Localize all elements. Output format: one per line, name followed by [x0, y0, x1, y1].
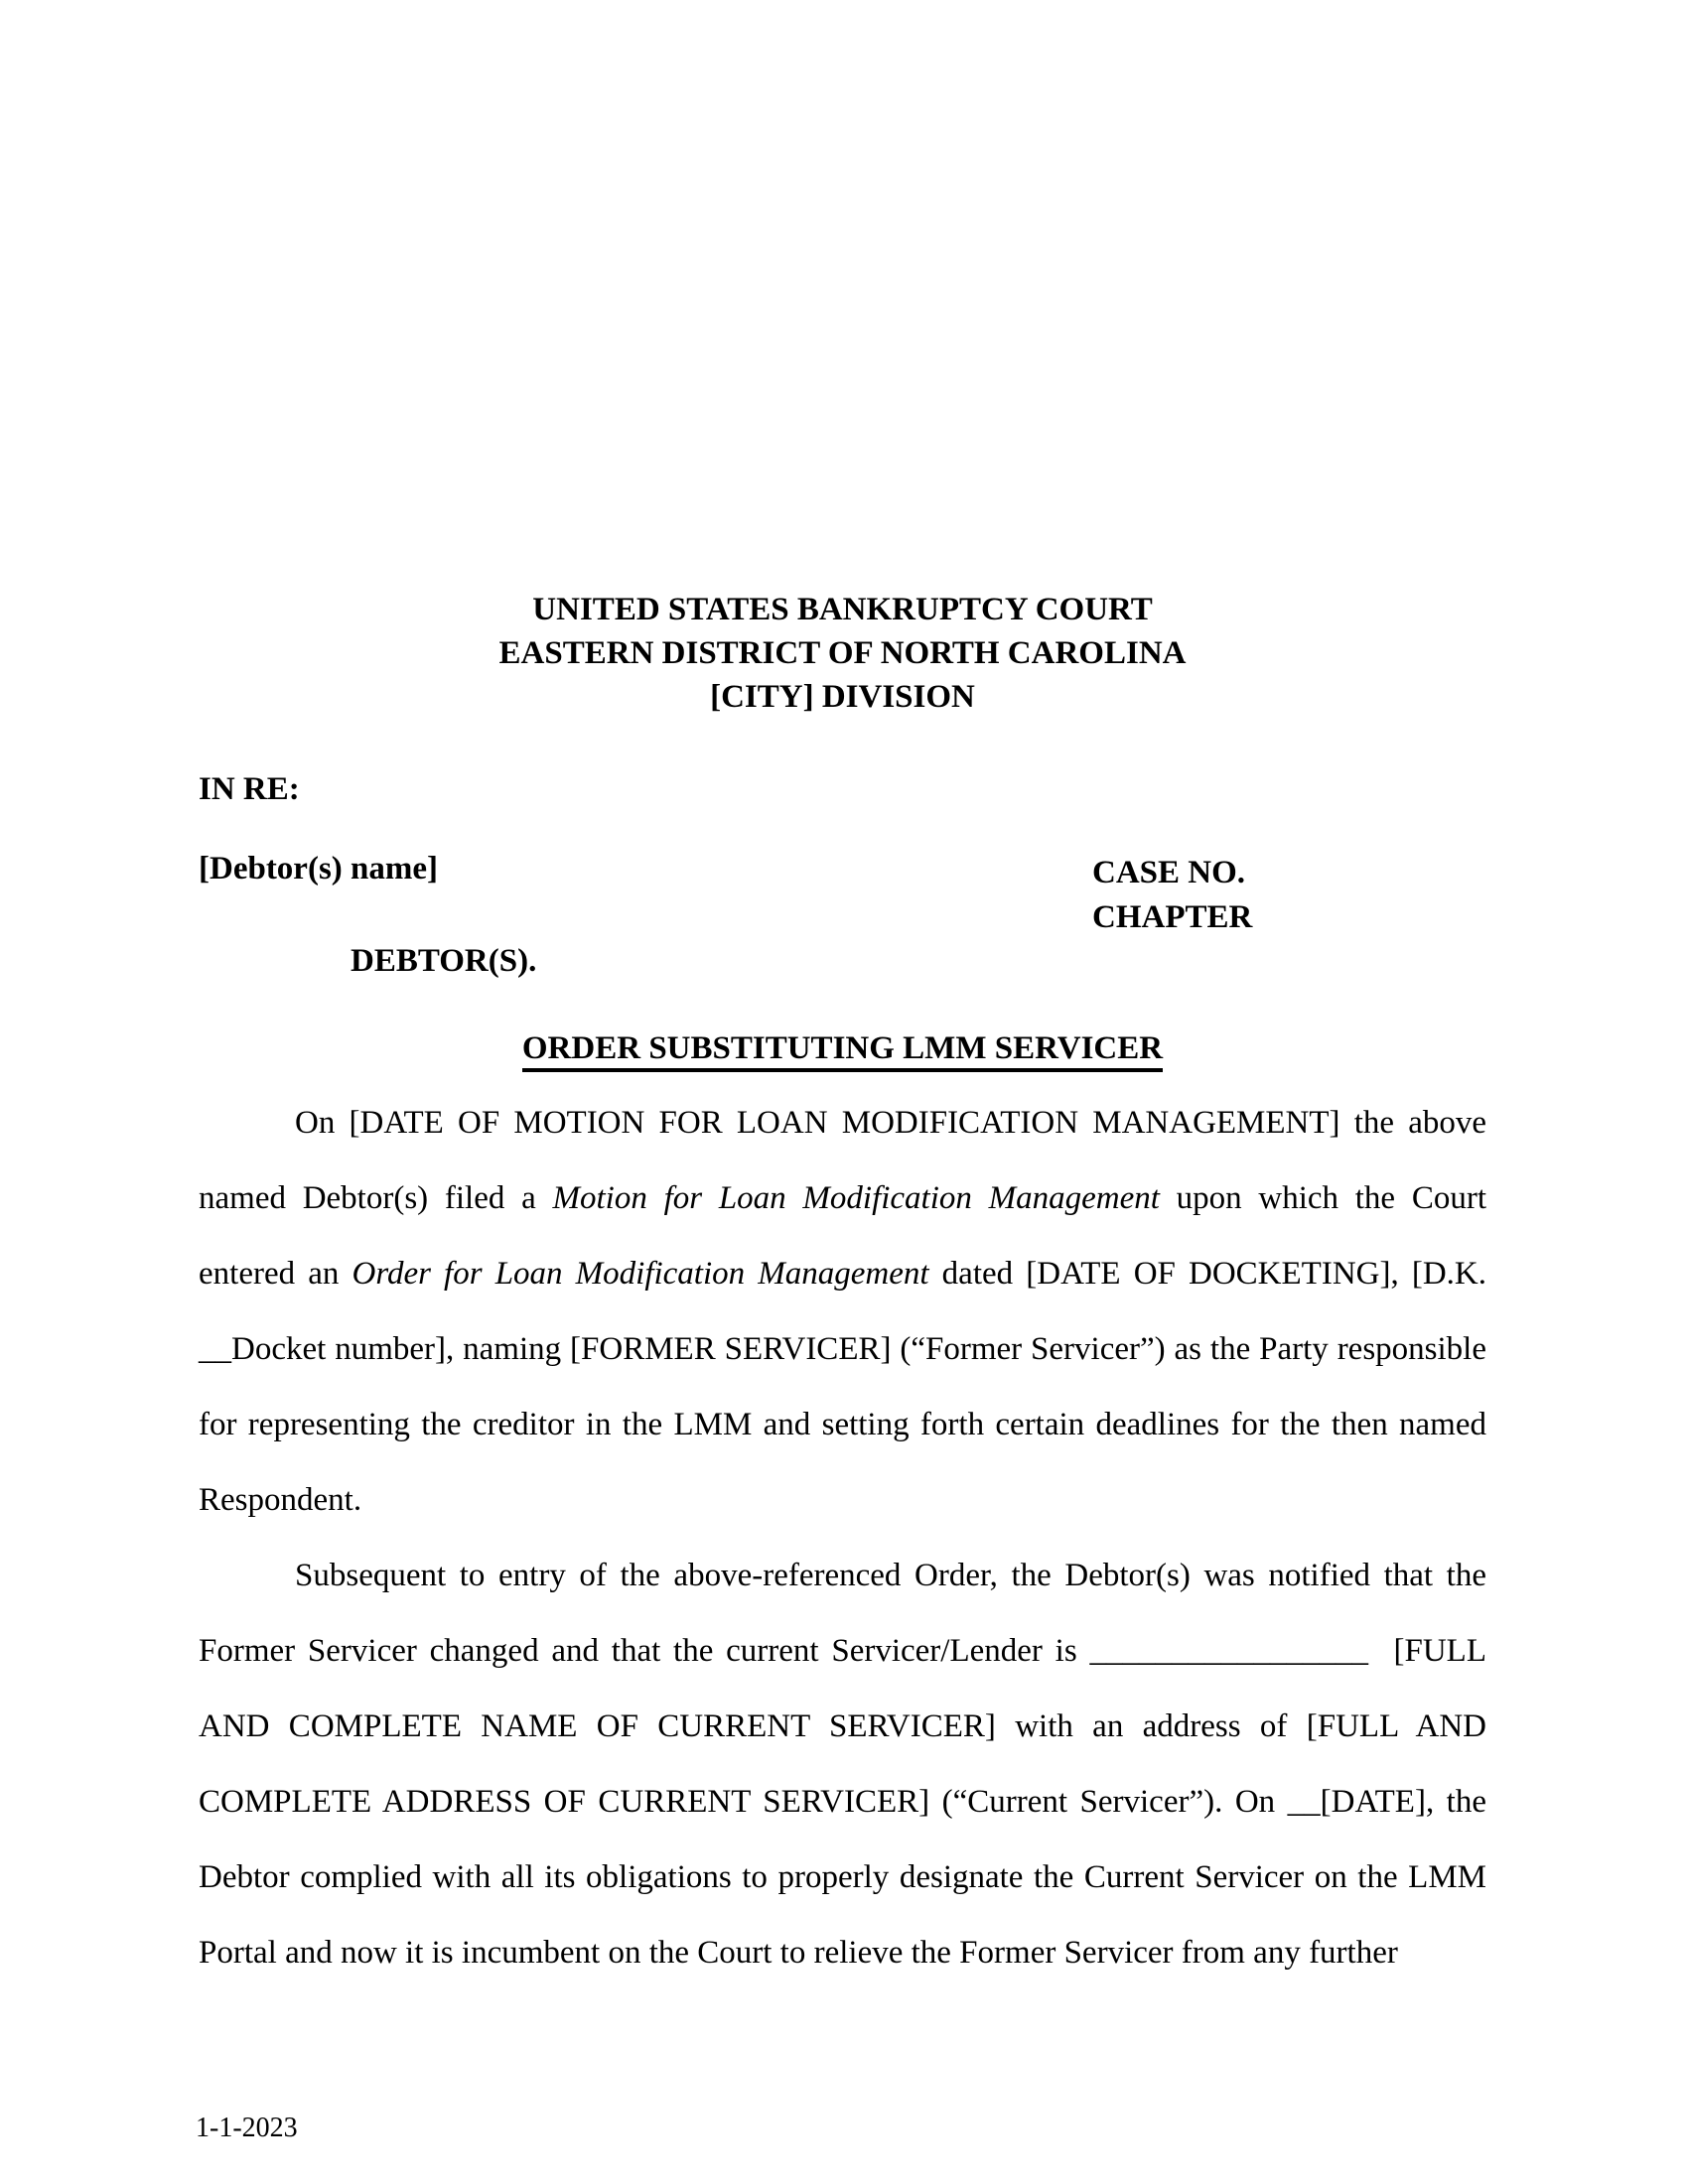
- italic-case-title: Order for Loan Modification Management: [352, 1256, 929, 1292]
- caption-debtor-name: [Debtor(s) name]: [199, 851, 439, 887]
- paragraph-text: [FULL AND COMPLETE NAME OF CURRENT SERVICER] with an address of [FULL AND COMPLETE ADDRESS OF CURRENT SERVICER] (“Current Servicer”). On __[DATE], the Debtor complied with all its obligations to properly designate the Current Servicer on the LMM Portal and now it is incumbent on the Court to relieve the Former Servicer from any further: [199, 1633, 1486, 1971]
- paragraph-text: On [DATE OF MOTION FOR LOAN MODIFICATION MANAGEMENT] the above named Debtor(s) filed a: [199, 1105, 1486, 1216]
- caption-debtors: DEBTOR(S).: [351, 943, 537, 979]
- court-name: UNITED STATES BANKRUPTCY COURT: [532, 592, 1153, 627]
- caption-in-re: IN RE:: [199, 771, 300, 807]
- caption-case-block: [1092, 851, 1252, 940]
- paragraph-text: Subsequent to entry of the above-referenced Order, the Debtor(s) was notified that the Former Servicer changed and that the current Servicer/Lender is: [199, 1558, 1486, 1669]
- order-paragraph-2: [199, 1538, 1486, 1990]
- italic-case-title: Motion for Loan Modification Management: [552, 1180, 1160, 1216]
- order-title-text: ORDER SUBSTITUTING LMM SERVICER: [522, 1030, 1163, 1072]
- fill-in-blank: _________________: [1089, 1633, 1368, 1669]
- order-body: [199, 1085, 1486, 1990]
- court-header: [199, 588, 1486, 719]
- paragraph-text: upon which the Court entered an: [199, 1180, 1486, 1292]
- paragraph-text: dated [DATE OF DOCKETING], [D.K. __Docket number], naming [FORMER SERVICER] (“Former Servicer”) as the Party responsible for representing the creditor in the LMM and setting forth certain deadlines for the then named Respondent.: [199, 1256, 1486, 1518]
- court-district: EASTERN DISTRICT OF NORTH CAROLINA: [498, 635, 1187, 671]
- caption-chapter: CHAPTER: [1092, 899, 1253, 935]
- caption-case-no: CASE NO.: [1092, 855, 1246, 890]
- revision-date: 1-1-2023: [196, 2113, 298, 2143]
- order-paragraph-1: [199, 1085, 1486, 1538]
- order-title: [199, 1030, 1486, 1067]
- page-footer: [196, 2113, 298, 2144]
- court-division: [CITY] DIVISION: [710, 679, 975, 715]
